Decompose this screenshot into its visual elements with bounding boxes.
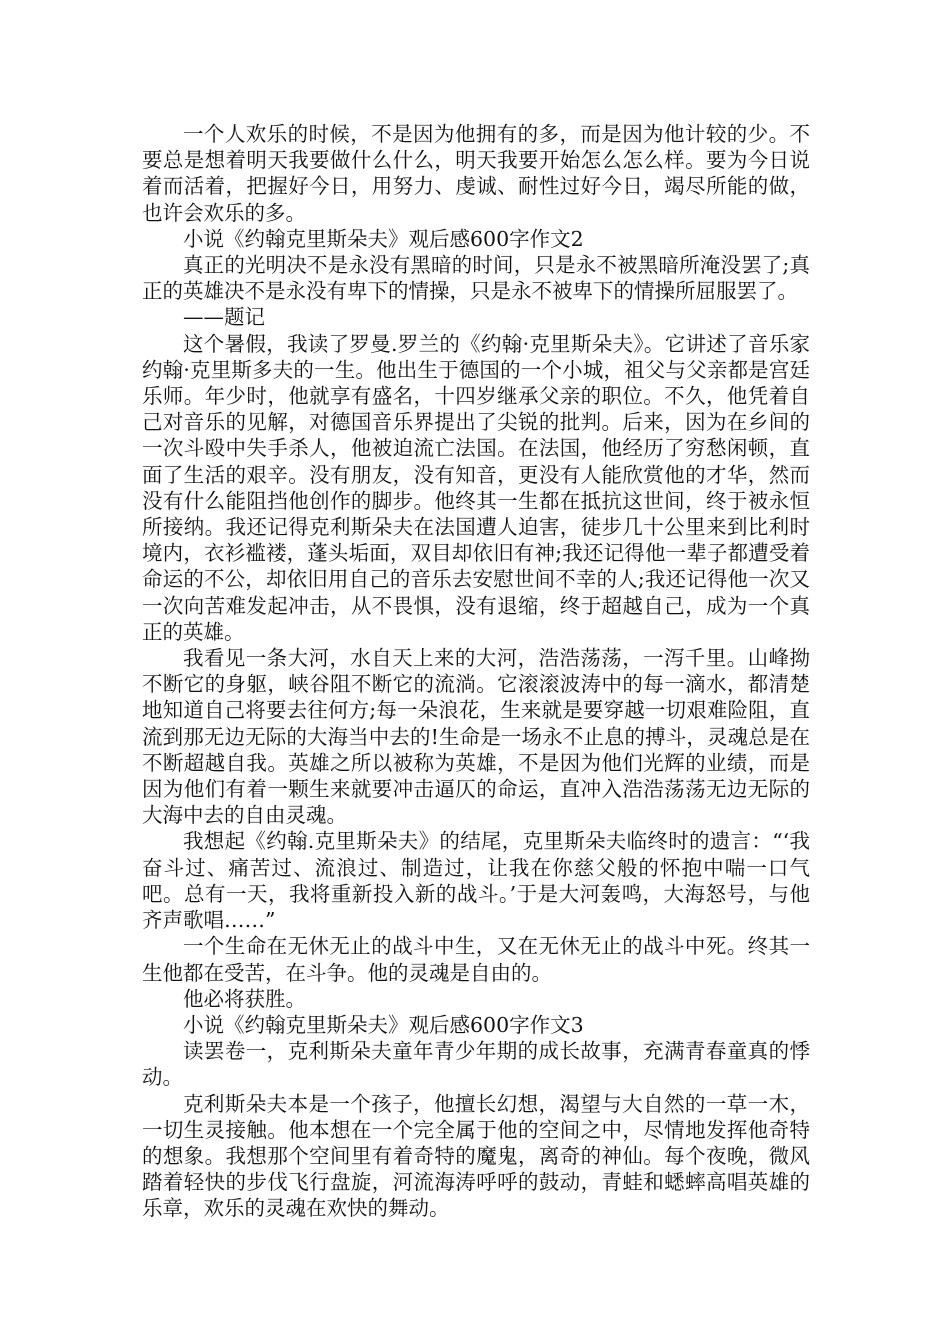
document-page: [142, 121, 810, 1222]
paragraph-child-imagination: 克利斯朵夫本是一个孩子，他擅长幻想，渴望与大自然的一草一木，一切生灵接触。他本想在一个完全属于他的空间之中，尽情地发挥他奇特的想象。我想那个空间里有着奇特的魔鬼，离奇的神仙。每个夜晚，微风踏着轻快的步伐飞行盘旋，河流海涛呼呼的鼓动，青蛙和蟋蟀高唱英雄的乐章，欢乐的灵魂在欢快的舞动。: [142, 1091, 810, 1221]
epigraph-label: ——题记: [183, 305, 265, 330]
essay-2-title: 小说《约翰克里斯朵夫》观后感600字作文2: [183, 226, 584, 251]
paragraph-epigraph-quote: 真正的光明决不是永没有黑暗的时间，只是永不被黑暗所淹没罢了;真正的英雄决不是永没有卑下的情操，只是永不被卑下的情操所屈服罢了。: [142, 253, 810, 304]
paragraph-final-words: 我想起《约翰.克里斯朵夫》的结尾，克里斯朵夫临终时的遗言：“‘我奋斗过、痛苦过、流浪过、制造过，让我在你慈父般的怀抱中喘一口气吧。总有一天，我将重新投入新的战斗。’于是大河轰鸣，大海怒号，与他齐声歌唱……”: [142, 829, 810, 933]
essay-3-title: 小说《约翰克里斯朵夫》观后感600字作文3: [183, 1012, 584, 1037]
paragraph-victory: 他必将获胜。: [183, 986, 306, 1011]
paragraph-summer-reading: 这个暑假，我读了罗曼.罗兰的《约翰·克里斯朵夫》。它讲述了音乐家约翰·克里斯多夫的一生。他出生于德国的一个小城，祖父与父亲都是宫廷乐师。年少时，他就享有盛名，十四岁继承父亲的职位。不久，他凭着自己对音乐的见解，对德国音乐界提出了尖锐的批判。后来，因为在乡间的一次斗殴中失手杀人，他被迫流亡法国。在法国，他经历了穷愁闲顿，直面了生活的艰辛。没有朋友，没有知音，更没有人能欣赏他的才华，然而没有什么能阻挡他创作的脚步。他终其一生都在抵抗这世间，终于被永恒所接纳。我还记得克利斯朵夫在法国遭人迫害，徒步几十公里来到比利时境内，衣衫褴褛，蓬头垢面，双目却依旧有神;我还记得他一辈子都遭受着命运的不公，却依旧用自己的音乐去安慰世间不幸的人;我还记得他一次又一次向苦难发起冲击，从不畏惧，没有退缩，终于超越自己，成为一个真正的英雄。: [142, 331, 810, 644]
paragraph-volume-one: 读罢卷一，克利斯朵夫童年青少年期的成长故事，充满青春童真的悸动。: [142, 1039, 810, 1090]
paragraph-life-battle: 一个生命在无休无止的战斗中生，又在无休无止的战斗中死。终其一生他都在受苦，在斗争。他的灵魂是自由的。: [142, 934, 810, 985]
paragraph-great-river: 我看见一条大河，水自天上来的大河，浩浩荡荡，一泻千里。山峰拗不断它的身躯，峡谷阻不断它的流淌。它滚滚波涛中的每一滴水，都清楚地知道自己将要去往何方;每一朵浪花，生来就是要穿越一切艰难险阻，直流到那无边无际的大海当中去的!生命是一场永不止息的搏斗，灵魂总是在不断超越自我。英雄之所以被称为英雄，不是因为他们光辉的业绩，而是因为他们有着一颗生来就要冲击逼仄的命运，直冲入浩浩荡荡无边无际的大海中去的自由灵魂。: [142, 646, 810, 828]
paragraph-intro-happiness: 一个人欢乐的时候，不是因为他拥有的多，而是因为他计较的少。不要总是想着明天我要做什么什么，明天我要开始怎么怎么样。要为今日说着而活着，把握好今日，用努力、虔诚、耐性过好今日，竭尽所能的做，也许会欢乐的多。: [142, 122, 810, 225]
